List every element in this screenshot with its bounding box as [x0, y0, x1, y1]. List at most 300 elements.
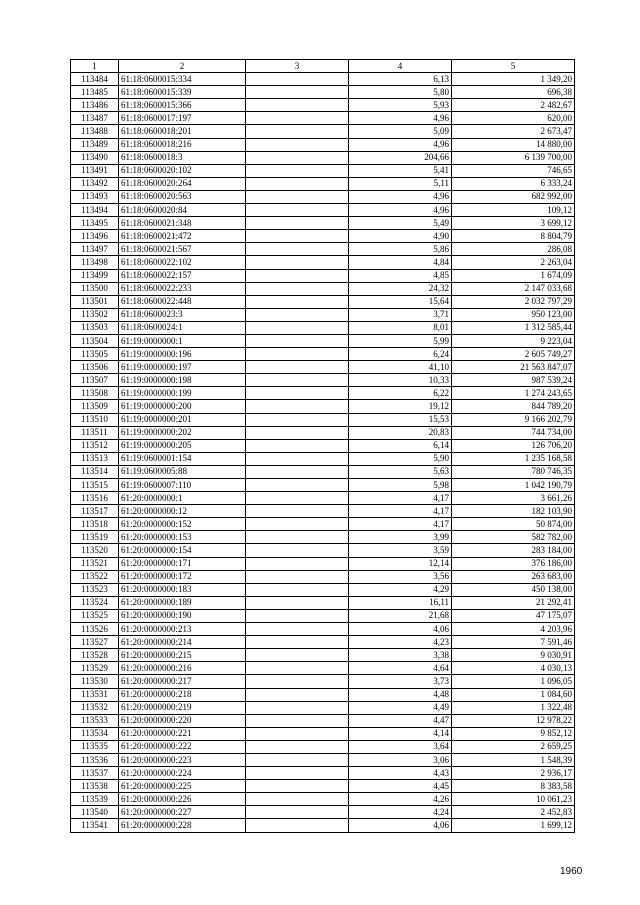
empty-cell: [246, 230, 349, 243]
header-col-3: 3: [246, 60, 349, 73]
row-number: 113514: [71, 465, 119, 478]
table-row: [71, 164, 575, 177]
empty-cell: [246, 623, 349, 636]
cost-value: 9 223,04: [452, 334, 575, 347]
cost-value: 9 166 202,79: [452, 413, 575, 426]
table-row: [71, 308, 575, 321]
area-value: 3,06: [349, 753, 452, 766]
area-value: 204,66: [349, 151, 452, 164]
row-number: 113526: [71, 623, 119, 636]
area-value: 8,01: [349, 321, 452, 334]
area-value: 4,90: [349, 230, 452, 243]
row-number: 113528: [71, 649, 119, 662]
table-row: [71, 505, 575, 518]
cost-value: 21 292,41: [452, 596, 575, 609]
empty-cell: [246, 570, 349, 583]
area-value: 6,22: [349, 387, 452, 400]
row-number: 113486: [71, 99, 119, 112]
table-row: [71, 86, 575, 99]
cost-value: 2 452,83: [452, 806, 575, 819]
cadastral-number: 61:18:0600020:264: [119, 177, 246, 190]
empty-cell: [246, 714, 349, 727]
cost-value: 283 184,00: [452, 544, 575, 557]
area-value: 3,73: [349, 675, 452, 688]
table-row: [71, 819, 575, 832]
empty-cell: [246, 308, 349, 321]
area-value: 4,64: [349, 662, 452, 675]
table-row: [71, 609, 575, 622]
table-row: [71, 204, 575, 217]
area-value: 12,14: [349, 557, 452, 570]
table-row: [71, 361, 575, 374]
row-number: 113529: [71, 662, 119, 675]
area-value: 3,64: [349, 740, 452, 753]
area-value: 4,17: [349, 518, 452, 531]
cadastral-number: 61:18:0600015:366: [119, 99, 246, 112]
row-number: 113489: [71, 138, 119, 151]
row-number: 113490: [71, 151, 119, 164]
table-row: [71, 714, 575, 727]
table-row: [71, 649, 575, 662]
cadastral-number: 61:20:0000000:183: [119, 583, 246, 596]
empty-cell: [246, 334, 349, 347]
area-value: 4,85: [349, 269, 452, 282]
table-row: [71, 727, 575, 740]
area-value: 5,41: [349, 164, 452, 177]
table-row: [71, 452, 575, 465]
row-number: 113488: [71, 125, 119, 138]
empty-cell: [246, 282, 349, 295]
empty-cell: [246, 662, 349, 675]
cost-value: 7 591,46: [452, 636, 575, 649]
header-col-4: 4: [349, 60, 452, 73]
area-value: 3,99: [349, 531, 452, 544]
empty-cell: [246, 780, 349, 793]
empty-cell: [246, 452, 349, 465]
cost-value: 126 706,20: [452, 439, 575, 452]
area-value: 10,33: [349, 374, 452, 387]
cost-value: 987 539,24: [452, 374, 575, 387]
cost-value: 2 659,25: [452, 740, 575, 753]
area-value: 20,83: [349, 426, 452, 439]
cadastral-number: 61:20:0000000:215: [119, 649, 246, 662]
empty-cell: [246, 688, 349, 701]
empty-cell: [246, 806, 349, 819]
area-value: 6,14: [349, 439, 452, 452]
row-number: 113532: [71, 701, 119, 714]
table-row: [71, 636, 575, 649]
table-row: [71, 780, 575, 793]
table-row: [71, 413, 575, 426]
area-value: 5,98: [349, 479, 452, 492]
row-number: 113492: [71, 177, 119, 190]
cost-value: 12 978,22: [452, 714, 575, 727]
empty-cell: [246, 243, 349, 256]
empty-cell: [246, 636, 349, 649]
area-value: 4,14: [349, 727, 452, 740]
row-number: 113484: [71, 73, 119, 86]
area-value: 4,17: [349, 505, 452, 518]
empty-cell: [246, 217, 349, 230]
header-row: [71, 60, 575, 73]
row-number: 113524: [71, 596, 119, 609]
row-number: 113527: [71, 636, 119, 649]
area-value: 3,71: [349, 308, 452, 321]
area-value: 4,96: [349, 190, 452, 203]
table-row: [71, 465, 575, 478]
cadastral-number: 61:19:0000000:202: [119, 426, 246, 439]
empty-cell: [246, 649, 349, 662]
empty-cell: [246, 413, 349, 426]
table-row: [71, 492, 575, 505]
cost-value: 6 333,24: [452, 177, 575, 190]
cadastral-number: 61:18:0600017:197: [119, 112, 246, 125]
cadastral-number: 61:20:0000000:213: [119, 623, 246, 636]
empty-cell: [246, 86, 349, 99]
cadastral-number: 61:19:0000000:1: [119, 334, 246, 347]
area-value: 15,53: [349, 413, 452, 426]
cost-value: 2 605 749,27: [452, 348, 575, 361]
cost-value: 4 030,13: [452, 662, 575, 675]
table-row: [71, 112, 575, 125]
cadastral-number: 61:18:0600018:216: [119, 138, 246, 151]
cadastral-number: 61:20:0000000:216: [119, 662, 246, 675]
empty-cell: [246, 151, 349, 164]
cadastral-number: 61:20:0000000:153: [119, 531, 246, 544]
area-value: 5,93: [349, 99, 452, 112]
cadastral-number: 61:20:0000000:12: [119, 505, 246, 518]
area-value: 4,96: [349, 204, 452, 217]
table-row: [71, 518, 575, 531]
row-number: 113518: [71, 518, 119, 531]
empty-cell: [246, 740, 349, 753]
area-value: 4,49: [349, 701, 452, 714]
row-number: 113513: [71, 452, 119, 465]
row-number: 113520: [71, 544, 119, 557]
cadastral-number: 61:18:0600022:233: [119, 282, 246, 295]
empty-cell: [246, 819, 349, 832]
cost-value: 2 263,04: [452, 256, 575, 269]
empty-cell: [246, 190, 349, 203]
empty-cell: [246, 479, 349, 492]
cost-value: 21 563 847,07: [452, 361, 575, 374]
empty-cell: [246, 492, 349, 505]
cadastral-number: 61:20:0000000:172: [119, 570, 246, 583]
cost-value: 109,12: [452, 204, 575, 217]
table-row: [71, 138, 575, 151]
table-body: [71, 73, 575, 832]
area-value: 16,11: [349, 596, 452, 609]
table-row: [71, 740, 575, 753]
cadastral-number: 61:20:0000000:225: [119, 780, 246, 793]
table-row: [71, 256, 575, 269]
cost-value: 1 548,39: [452, 753, 575, 766]
table-row: [71, 282, 575, 295]
area-value: 4,47: [349, 714, 452, 727]
area-value: 5,63: [349, 465, 452, 478]
area-value: 21,68: [349, 609, 452, 622]
cost-value: 6 139 700,00: [452, 151, 575, 164]
table-row: [71, 688, 575, 701]
area-value: 4,84: [349, 256, 452, 269]
empty-cell: [246, 112, 349, 125]
row-number: 113491: [71, 164, 119, 177]
row-number: 113497: [71, 243, 119, 256]
area-value: 15,64: [349, 295, 452, 308]
cadastral-number: 61:19:0000000:197: [119, 361, 246, 374]
cost-value: 746,65: [452, 164, 575, 177]
table-row: [71, 570, 575, 583]
table-row: [71, 767, 575, 780]
cadastral-number: 61:20:0000000:223: [119, 753, 246, 766]
row-number: 113508: [71, 387, 119, 400]
cost-value: 2 032 797,29: [452, 295, 575, 308]
row-number: 113541: [71, 819, 119, 832]
cost-value: 2 147 033,68: [452, 282, 575, 295]
empty-cell: [246, 374, 349, 387]
row-number: 113500: [71, 282, 119, 295]
header-col-5: 5: [452, 60, 575, 73]
row-number: 113498: [71, 256, 119, 269]
row-number: 113501: [71, 295, 119, 308]
page-number: 1960: [560, 866, 583, 877]
table-row: [71, 151, 575, 164]
cost-value: 376 186,00: [452, 557, 575, 570]
empty-cell: [246, 256, 349, 269]
row-number: 113531: [71, 688, 119, 701]
cadastral-number: 61:18:0600018:201: [119, 125, 246, 138]
header-col-1: 1: [71, 60, 119, 73]
empty-cell: [246, 505, 349, 518]
row-number: 113533: [71, 714, 119, 727]
row-number: 113502: [71, 308, 119, 321]
cost-value: 9 030,91: [452, 649, 575, 662]
row-number: 113519: [71, 531, 119, 544]
cost-value: 1 349,20: [452, 73, 575, 86]
table-row: [71, 334, 575, 347]
row-number: 113510: [71, 413, 119, 426]
empty-cell: [246, 767, 349, 780]
table-row: [71, 73, 575, 86]
cadastral-number: 61:18:0600020:84: [119, 204, 246, 217]
cadastral-number: 61:20:0000000:226: [119, 793, 246, 806]
empty-cell: [246, 125, 349, 138]
row-number: 113499: [71, 269, 119, 282]
table-row: [71, 426, 575, 439]
area-value: 5,86: [349, 243, 452, 256]
row-number: 113511: [71, 426, 119, 439]
table-row: [71, 753, 575, 766]
cost-value: 582 782,00: [452, 531, 575, 544]
cost-value: 1 084,60: [452, 688, 575, 701]
cost-value: 2 673,47: [452, 125, 575, 138]
table-row: [71, 230, 575, 243]
area-value: 5,11: [349, 177, 452, 190]
row-number: 113522: [71, 570, 119, 583]
data-table: [70, 59, 575, 833]
row-number: 113494: [71, 204, 119, 217]
cadastral-number: 61:18:0600023:3: [119, 308, 246, 321]
cadastral-number: 61:20:0000000:218: [119, 688, 246, 701]
cadastral-number: 61:18:0600018:3: [119, 151, 246, 164]
empty-cell: [246, 701, 349, 714]
table-row: [71, 321, 575, 334]
empty-cell: [246, 321, 349, 334]
cost-value: 4 203,96: [452, 623, 575, 636]
empty-cell: [246, 387, 349, 400]
area-value: 4,24: [349, 806, 452, 819]
empty-cell: [246, 439, 349, 452]
cost-value: 1 042 190,79: [452, 479, 575, 492]
row-number: 113515: [71, 479, 119, 492]
row-number: 113495: [71, 217, 119, 230]
area-value: 3,59: [349, 544, 452, 557]
empty-cell: [246, 793, 349, 806]
cadastral-number: 61:18:0600020:563: [119, 190, 246, 203]
empty-cell: [246, 583, 349, 596]
area-value: 5,90: [349, 452, 452, 465]
cost-value: 263 683,00: [452, 570, 575, 583]
cadastral-number: 61:18:0600021:567: [119, 243, 246, 256]
cadastral-number: 61:19:0600005:88: [119, 465, 246, 478]
empty-cell: [246, 518, 349, 531]
table-row: [71, 125, 575, 138]
cost-value: 3 661,26: [452, 492, 575, 505]
table-row: [71, 623, 575, 636]
area-value: 5,49: [349, 217, 452, 230]
cadastral-number: 61:20:0000000:222: [119, 740, 246, 753]
row-number: 113521: [71, 557, 119, 570]
empty-cell: [246, 204, 349, 217]
table-row: [71, 387, 575, 400]
cadastral-number: 61:18:0600022:102: [119, 256, 246, 269]
cadastral-number: 61:20:0000000:227: [119, 806, 246, 819]
table-row: [71, 583, 575, 596]
area-value: 4,43: [349, 767, 452, 780]
table-row: [71, 177, 575, 190]
row-number: 113493: [71, 190, 119, 203]
area-value: 3,38: [349, 649, 452, 662]
cost-value: 8 804,79: [452, 230, 575, 243]
cost-value: 682 992,00: [452, 190, 575, 203]
cadastral-number: 61:18:0600022:157: [119, 269, 246, 282]
cadastral-number: 61:19:0000000:199: [119, 387, 246, 400]
cadastral-number: 61:18:0600021:348: [119, 217, 246, 230]
area-value: 4,48: [349, 688, 452, 701]
cadastral-number: 61:20:0000000:152: [119, 518, 246, 531]
cadastral-number: 61:20:0000000:228: [119, 819, 246, 832]
cost-value: 50 874,00: [452, 518, 575, 531]
row-number: 113530: [71, 675, 119, 688]
area-value: 4,26: [349, 793, 452, 806]
empty-cell: [246, 557, 349, 570]
cadastral-number: 61:19:0600001:154: [119, 452, 246, 465]
area-value: 6,24: [349, 348, 452, 361]
empty-cell: [246, 361, 349, 374]
row-number: 113537: [71, 767, 119, 780]
cadastral-number: 61:20:0000000:214: [119, 636, 246, 649]
table-row: [71, 596, 575, 609]
cadastral-number: 61:20:0000000:154: [119, 544, 246, 557]
cost-value: 696,38: [452, 86, 575, 99]
cost-value: 1 235 168,58: [452, 452, 575, 465]
cost-value: 14 880,00: [452, 138, 575, 151]
empty-cell: [246, 531, 349, 544]
cadastral-number: 61:18:0600015:339: [119, 86, 246, 99]
row-number: 113536: [71, 753, 119, 766]
cost-value: 2 936,17: [452, 767, 575, 780]
empty-cell: [246, 295, 349, 308]
cadastral-number: 61:20:0000000:220: [119, 714, 246, 727]
table-row: [71, 217, 575, 230]
row-number: 113534: [71, 727, 119, 740]
table-row: [71, 269, 575, 282]
empty-cell: [246, 269, 349, 282]
cost-value: 10 061,23: [452, 793, 575, 806]
empty-cell: [246, 426, 349, 439]
area-value: 24,32: [349, 282, 452, 295]
cost-value: 1 674,09: [452, 269, 575, 282]
empty-cell: [246, 596, 349, 609]
row-number: 113504: [71, 334, 119, 347]
table-row: [71, 701, 575, 714]
area-value: 5,09: [349, 125, 452, 138]
cadastral-number: 61:20:0000000:1: [119, 492, 246, 505]
empty-cell: [246, 727, 349, 740]
table-row: [71, 531, 575, 544]
cadastral-number: 61:18:0600024:1: [119, 321, 246, 334]
table-row: [71, 806, 575, 819]
area-value: 6,13: [349, 73, 452, 86]
cost-value: 182 103,90: [452, 505, 575, 518]
cadastral-number: 61:18:0600022:448: [119, 295, 246, 308]
cost-value: 8 383,58: [452, 780, 575, 793]
area-value: 4,96: [349, 138, 452, 151]
cadastral-number: 61:19:0000000:205: [119, 439, 246, 452]
empty-cell: [246, 348, 349, 361]
empty-cell: [246, 675, 349, 688]
empty-cell: [246, 544, 349, 557]
cost-value: 744 734,00: [452, 426, 575, 439]
cost-value: 1 322,48: [452, 701, 575, 714]
cadastral-number: 61:19:0000000:200: [119, 400, 246, 413]
empty-cell: [246, 609, 349, 622]
cost-value: 1 699,12: [452, 819, 575, 832]
row-number: 113535: [71, 740, 119, 753]
row-number: 113505: [71, 348, 119, 361]
area-value: 19,12: [349, 400, 452, 413]
row-number: 113485: [71, 86, 119, 99]
table-row: [71, 374, 575, 387]
cost-value: 950 123,00: [452, 308, 575, 321]
row-number: 113523: [71, 583, 119, 596]
empty-cell: [246, 164, 349, 177]
area-value: 4,06: [349, 819, 452, 832]
cost-value: 844 789,20: [452, 400, 575, 413]
area-value: 41,10: [349, 361, 452, 374]
cost-value: 2 482,67: [452, 99, 575, 112]
row-number: 113512: [71, 439, 119, 452]
row-number: 113540: [71, 806, 119, 819]
cost-value: 9 852,12: [452, 727, 575, 740]
cost-value: 1 274 243,65: [452, 387, 575, 400]
cadastral-number: 61:20:0000000:171: [119, 557, 246, 570]
empty-cell: [246, 753, 349, 766]
cost-value: 450 138,00: [452, 583, 575, 596]
area-value: 4,06: [349, 623, 452, 636]
cadastral-number: 61:20:0000000:189: [119, 596, 246, 609]
cadastral-number: 61:20:0000000:224: [119, 767, 246, 780]
